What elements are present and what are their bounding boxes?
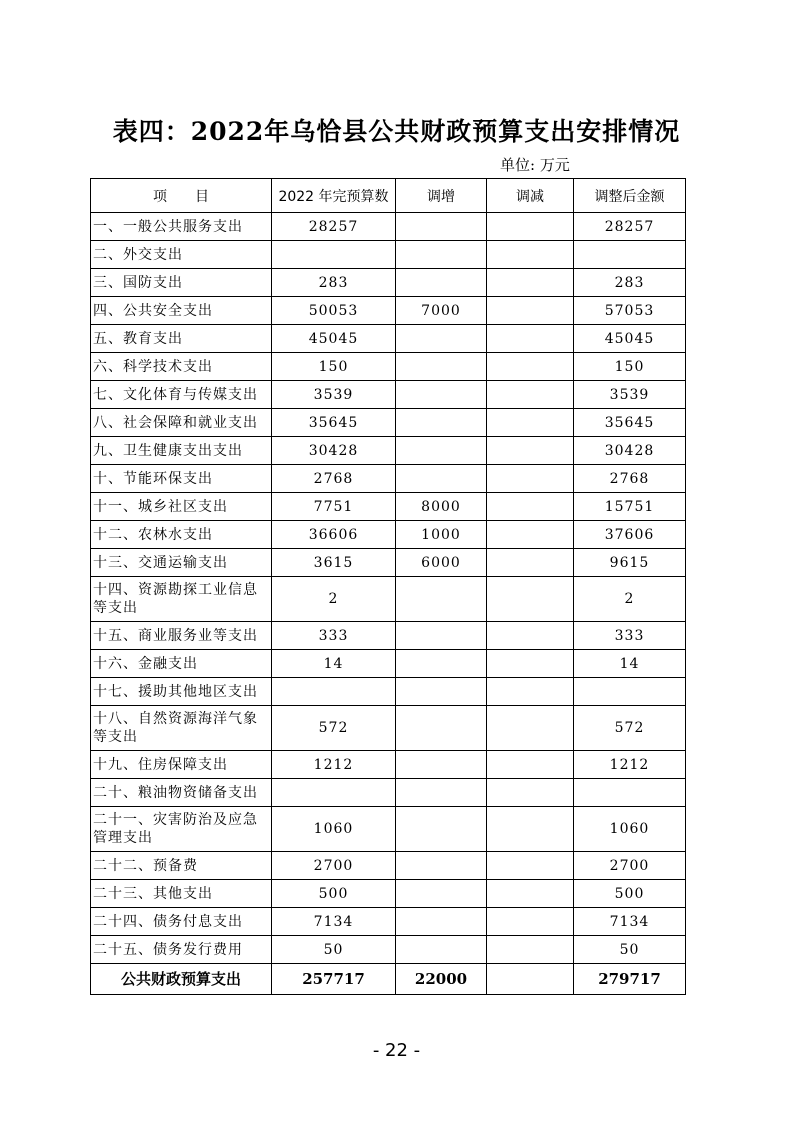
row-decrease-cell (487, 409, 574, 437)
row-item-name: 十八、自然资源海洋气象等支出 (91, 706, 272, 751)
page-title: 表四：2022年乌恰县公共财政预算支出安排情况 (112, 117, 681, 146)
row-adjusted-cell (574, 241, 686, 269)
row-budget-cell (272, 779, 396, 807)
row-adjusted-cell: 37606 (574, 521, 686, 549)
row-adjusted-cell: 9615 (574, 549, 686, 577)
row-increase-cell (396, 880, 487, 908)
row-decrease-cell (487, 779, 574, 807)
row-item-name: 二十三、其他支出 (91, 880, 272, 908)
row-budget-cell: 28257 (272, 213, 396, 241)
table-row (91, 521, 686, 549)
row-decrease-cell (487, 297, 574, 325)
budget-table (90, 178, 686, 995)
row-increase-cell (396, 241, 487, 269)
header-item: 项 目 (91, 179, 272, 213)
row-decrease-cell (487, 852, 574, 880)
row-decrease-cell (487, 678, 574, 706)
row-budget-cell: 50 (272, 936, 396, 964)
row-item-name: 十三、交通运输支出 (91, 549, 272, 577)
row-budget-cell: 3615 (272, 549, 396, 577)
row-item-name: 二十、粮油物资储备支出 (91, 779, 272, 807)
row-budget-cell: 50053 (272, 297, 396, 325)
row-budget-cell: 45045 (272, 325, 396, 353)
row-adjusted-cell: 15751 (574, 493, 686, 521)
row-budget-cell: 150 (272, 353, 396, 381)
row-increase-cell (396, 678, 487, 706)
table-row (91, 269, 686, 297)
row-decrease-cell (487, 353, 574, 381)
header-decrease: 调减 (487, 179, 574, 213)
row-budget-cell: 30428 (272, 437, 396, 465)
page-number: - 22 - (372, 1040, 421, 1061)
table-row (91, 437, 686, 465)
row-budget-cell: 333 (272, 622, 396, 650)
table-row (91, 650, 686, 678)
table-row (91, 706, 686, 751)
row-adjusted-cell: 45045 (574, 325, 686, 353)
row-decrease-cell (487, 521, 574, 549)
row-item-name: 十七、援助其他地区支出 (91, 678, 272, 706)
row-decrease-cell (487, 936, 574, 964)
row-adjusted-cell: 150 (574, 353, 686, 381)
unit-label: 单位: 万元 (500, 156, 570, 174)
table-row (91, 880, 686, 908)
table-row (91, 779, 686, 807)
row-increase-cell (396, 269, 487, 297)
row-item-name: 十、节能环保支出 (91, 465, 272, 493)
table-row (91, 241, 686, 269)
row-budget-cell: 283 (272, 269, 396, 297)
row-decrease-cell (487, 437, 574, 465)
row-increase-cell (396, 622, 487, 650)
row-adjusted-cell: 3539 (574, 381, 686, 409)
row-decrease-cell (487, 622, 574, 650)
row-adjusted-cell: 7134 (574, 908, 686, 936)
row-increase-cell (396, 353, 487, 381)
row-increase-cell (396, 465, 487, 493)
row-decrease-cell (487, 325, 574, 353)
row-budget-cell: 36606 (272, 521, 396, 549)
row-item-name: 二、外交支出 (91, 241, 272, 269)
row-decrease-cell (487, 880, 574, 908)
row-increase-cell (396, 706, 487, 751)
row-adjusted-cell: 28257 (574, 213, 686, 241)
row-decrease-cell (487, 549, 574, 577)
row-increase-cell (396, 650, 487, 678)
row-budget-cell: 500 (272, 880, 396, 908)
row-budget-cell: 2768 (272, 465, 396, 493)
row-increase-cell (396, 437, 487, 465)
row-adjusted-cell: 2 (574, 577, 686, 622)
row-increase-cell (396, 325, 487, 353)
table-row (91, 381, 686, 409)
row-item-name: 八、社会保障和就业支出 (91, 409, 272, 437)
row-adjusted-cell: 14 (574, 650, 686, 678)
row-item-name: 三、国防支出 (91, 269, 272, 297)
row-item-name: 九、卫生健康支出支出 (91, 437, 272, 465)
row-item-name: 十九、住房保障支出 (91, 751, 272, 779)
row-budget-cell: 14 (272, 650, 396, 678)
row-item-name: 十五、商业服务业等支出 (91, 622, 272, 650)
row-increase-cell (396, 577, 487, 622)
table-row (91, 936, 686, 964)
row-item-name: 二十一、灾害防治及应急管理支出 (91, 807, 272, 852)
row-item-name: 十六、金融支出 (91, 650, 272, 678)
header-budget: 2022 年完预算数 (272, 179, 396, 213)
row-budget-cell (272, 678, 396, 706)
row-item-name: 四、公共安全支出 (91, 297, 272, 325)
row-increase-cell: 6000 (396, 549, 487, 577)
row-budget-cell: 7751 (272, 493, 396, 521)
header-increase: 调增 (396, 179, 487, 213)
table-row (91, 577, 686, 622)
table-row (91, 908, 686, 936)
row-increase-cell (396, 807, 487, 852)
row-item-name: 十一、城乡社区支出 (91, 493, 272, 521)
row-budget-cell: 35645 (272, 409, 396, 437)
row-increase-cell (396, 409, 487, 437)
row-budget-cell: 2 (272, 577, 396, 622)
row-budget-cell: 572 (272, 706, 396, 751)
row-budget-cell: 1060 (272, 807, 396, 852)
row-decrease-cell (487, 706, 574, 751)
header-adjusted: 调整后金额 (574, 179, 686, 213)
row-decrease-cell (487, 213, 574, 241)
row-item-name: 一、一般公共服务支出 (91, 213, 272, 241)
row-increase-cell (396, 213, 487, 241)
row-item-name: 二十五、债务发行费用 (91, 936, 272, 964)
row-adjusted-cell: 333 (574, 622, 686, 650)
row-increase-cell (396, 908, 487, 936)
table-total-row (91, 964, 686, 995)
row-item-name: 二十二、预备费 (91, 852, 272, 880)
row-increase-cell (396, 936, 487, 964)
row-increase-cell: 8000 (396, 493, 487, 521)
row-budget-cell: 3539 (272, 381, 396, 409)
table-row (91, 549, 686, 577)
row-item-name: 七、文化体育与传媒支出 (91, 381, 272, 409)
row-decrease-cell (487, 465, 574, 493)
table-row (91, 409, 686, 437)
row-adjusted-cell: 2768 (574, 465, 686, 493)
row-adjusted-cell: 283 (574, 269, 686, 297)
row-adjusted-cell: 35645 (574, 409, 686, 437)
table-row (91, 213, 686, 241)
total-decrease-cell (487, 964, 574, 995)
row-adjusted-cell: 500 (574, 880, 686, 908)
table-row (91, 807, 686, 852)
row-decrease-cell (487, 751, 574, 779)
row-increase-cell (396, 852, 487, 880)
table-row (91, 297, 686, 325)
row-adjusted-cell: 50 (574, 936, 686, 964)
table-row (91, 353, 686, 381)
table-row (91, 622, 686, 650)
row-item-name: 二十四、债务付息支出 (91, 908, 272, 936)
table-row (91, 493, 686, 521)
row-increase-cell: 1000 (396, 521, 487, 549)
total-increase-cell: 22000 (396, 964, 487, 995)
row-adjusted-cell: 2700 (574, 852, 686, 880)
row-increase-cell (396, 751, 487, 779)
table-row (91, 465, 686, 493)
table-row (91, 751, 686, 779)
row-decrease-cell (487, 269, 574, 297)
row-adjusted-cell: 57053 (574, 297, 686, 325)
total-label: 公共财政预算支出 (91, 964, 272, 995)
total-budget-cell: 257717 (272, 964, 396, 995)
row-budget-cell: 7134 (272, 908, 396, 936)
row-decrease-cell (487, 807, 574, 852)
row-item-name: 十二、农林水支出 (91, 521, 272, 549)
row-budget-cell: 2700 (272, 852, 396, 880)
row-adjusted-cell: 1212 (574, 751, 686, 779)
row-decrease-cell (487, 650, 574, 678)
row-budget-cell: 1212 (272, 751, 396, 779)
row-increase-cell (396, 779, 487, 807)
row-increase-cell (396, 381, 487, 409)
row-item-name: 十四、资源勘探工业信息等支出 (91, 577, 272, 622)
row-adjusted-cell: 30428 (574, 437, 686, 465)
table-row (91, 325, 686, 353)
row-item-name: 五、教育支出 (91, 325, 272, 353)
table-row (91, 852, 686, 880)
row-item-name: 六、科学技术支出 (91, 353, 272, 381)
table-row (91, 678, 686, 706)
row-decrease-cell (487, 493, 574, 521)
row-budget-cell (272, 241, 396, 269)
total-adjusted-cell: 279717 (574, 964, 686, 995)
row-adjusted-cell (574, 779, 686, 807)
row-adjusted-cell: 572 (574, 706, 686, 751)
row-decrease-cell (487, 241, 574, 269)
row-decrease-cell (487, 577, 574, 622)
table-body (91, 213, 686, 995)
row-decrease-cell (487, 908, 574, 936)
row-increase-cell: 7000 (396, 297, 487, 325)
table-header-row (91, 179, 686, 213)
row-adjusted-cell: 1060 (574, 807, 686, 852)
row-decrease-cell (487, 381, 574, 409)
row-adjusted-cell (574, 678, 686, 706)
